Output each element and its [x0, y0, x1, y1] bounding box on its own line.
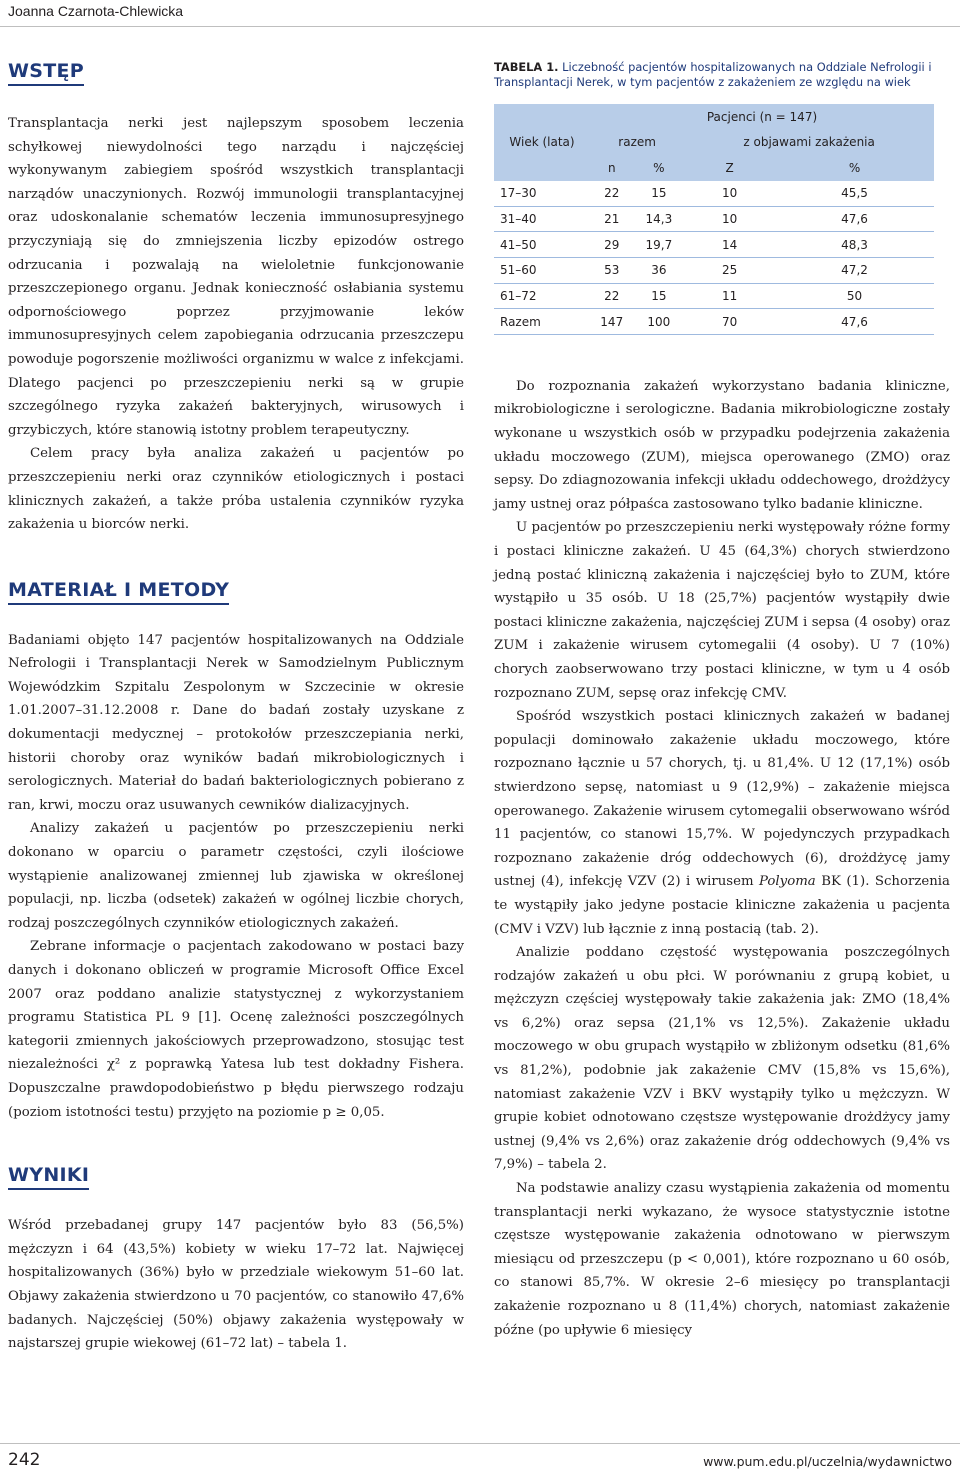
- table-row: [494, 283, 934, 309]
- cell-zpct: 48,3: [775, 232, 934, 258]
- metody-paragraph-1: Badaniami objęto 147 pacjentów hospitalizowanych na Oddziale Nefrologii i Transplantacji Nerek w Samodzielnym Publicznym Wojewódzkim Szpitalu Zespolonym w Szczecinie w okresie 1.01.2007–31.12.2008 r. Dane do badań zostały uzyskane z dokumentacji medycznej – protokołów przeszczepiania nerki, historii choroby oraz wyników badań mikrobiologicznych i serologicznych. Materiał do badań bakteriologicznych pobierano z ran, krwi, moczu oraz usuwanych cewników dializacyjnych.: [8, 632, 464, 813]
- wstep-paragraph-2: Celem pracy była analiza zakażeń u pacjentów po przeszczepieniu nerki oraz czynników etiologicznych i postaci klinicznych zakażeń, a także próba ustalenia czynników ryzyka zakażenia u biorców nerki.: [8, 446, 464, 533]
- cell-age: 31–40: [494, 206, 590, 232]
- cell-pct: 15: [634, 283, 685, 309]
- section-title-wyniki: WYNIKI: [8, 1164, 89, 1190]
- table-header-n: n: [590, 155, 634, 181]
- section-title-materialy: MATERIAŁ I METODY: [8, 579, 229, 605]
- table-header-age: Wiek (lata): [494, 104, 590, 181]
- table-header-pct: %: [634, 155, 685, 181]
- cell-z: 10: [684, 206, 775, 232]
- section-title-wstep: WSTĘP: [8, 60, 84, 86]
- cell-z: 25: [684, 258, 775, 284]
- cell-n: 21: [590, 206, 634, 232]
- table-label: TABELA 1.: [494, 60, 559, 74]
- patients-table: [494, 104, 934, 335]
- wstep-paragraph-1: Transplantacja nerki jest najlepszym sposobem leczenia schyłkowej niewydolności tego narządu i najczęściej wykonywanym zabiegiem spośród wszystkich transplantacji narządów unaczynionych. Rozwój immunologii transplantacyjnej oraz udoskonalanie schematów leczenia immunosupresyjnego przyczyniają się do zmniejszenia liczby epizodów ostrego odrzucania i pozwalają na wieloletnie funkcjonowanie przeszczepionego organu. Jednak konieczność osłabiania systemu odpornościowego poprzez przyjmowanie leków immunosupresyjnych celem zapobiegania odrzucania przeszczepu powoduje pogorszenie możliwości organizmu w walce z infekcjami. Dlatego pacjenci po przeszczepieniu nerki są w grupie szczególnego ryzyka zakażeń bakteryjnych, wirusowych i grzybiczych, które stanowią istotny problem terapeutyczny.: [8, 116, 464, 438]
- cell-n: 29: [590, 232, 634, 258]
- right-paragraph-4: Analizie poddano częstość występowania poszczególnych rodzajów zakażeń u obu płci. W porównaniu z grupą kobiet, u mężczyzn częściej występowały takie zakażenia jak: ZMO (18,4% vs 6,2%) oraz sepsa (21,1% vs 12,5%). Zakażenie układu moczowego w obu grupach wystąpiło w zbliżonym odsetku (81,6% vs 81,2%), podobnie jak zakażenie CMV (15,8% vs 15,6%), natomiast zakażenie VZV i BKV wystąpiły tylko u mężczyzn. W grupie kobiet odnotowano częstsze występowanie drożdżycy jamy ustnej (9,4% vs 2,6%) oraz zakażenie dróg oddechowych (9,4% vs 7,9%) – tabela 2.: [494, 945, 950, 1173]
- cell-n: 147: [590, 309, 634, 335]
- wyniki-paragraph-1: Wśród przebadanej grupy 147 pacjentów było 83 (56,5%) mężczyzn i 64 (43,5%) kobiety w wieku 17–72 lat. Najwięcej hospitalizowanych (36%) było w przedziale wiekowym 51–60 lat. Objawy zakażenia stwierdzono u 70 pacjentów, co stanowiło 47,6% badanych. Najczęściej (50%) objawy zakażenia występowały w najstarszej grupie wiekowej (61–72 lat) – tabela 1.: [8, 1218, 464, 1352]
- metody-paragraph-3: Zebrane informacje o pacjentach zakodowano w postaci bazy danych i dokonano obliczeń w programie Microsoft Office Excel 2007 oraz poddano analizie statystycznej z wykorzystaniem programu Statistica PL 9 [1]. Ocenę zależności poszczególnych kategorii zmiennych jakościowych przeprowadzono, stosując test niezależności χ² z poprawką Yatesa lub test dokładny Fishera. Dopuszczalne prawdopodobieństwo p błędu pierwszego rodzaju (poziom istotności testu) przyjęto na poziomie p ≥ 0,05.: [8, 939, 464, 1120]
- cell-z: 70: [684, 309, 775, 335]
- cell-n: 22: [590, 181, 634, 207]
- table-header-total: razem: [590, 130, 684, 156]
- table-header-patients: Pacjenci (n = 147): [590, 104, 934, 130]
- cell-z: 10: [684, 181, 775, 207]
- cell-zpct: 47,2: [775, 258, 934, 284]
- right-paragraph-1: Do rozpoznania zakażeń wykorzystano badania kliniczne, mikrobiologiczne i serologiczne. Badania mikrobiologiczne zostały wykonane u wszystkich osób w przypadku podejrzenia zakażenia układu moczowego (ZUM), miejsca operowanego (ZMO) oraz sepsy. Do zdiagnozowania infekcji układu oddechowego, drożdżycy jamy ustnej oraz półpaśca zastosowano tylko badanie kliniczne.: [494, 378, 950, 512]
- cell-age: 51–60: [494, 258, 590, 284]
- cell-zpct: 47,6: [775, 309, 934, 335]
- cell-n: 53: [590, 258, 634, 284]
- right-column: [494, 60, 950, 1342]
- running-header-author: Joanna Czarnota-Chlewicka: [8, 3, 184, 19]
- right-paragraph-3-italic: Polyoma: [759, 874, 816, 890]
- table-header-infected: z objawami zakażenia: [684, 130, 934, 156]
- right-paragraph-2: U pacjentów po przeszczepieniu nerki występowały różne formy i postaci kliniczne zakażeń. U 45 (64,3%) chorych stwierdzono jedną postać kliniczną zakażenia i najczęściej było to ZUM, które wystąpiło u 35 osób. U 18 (25,7%) pacjentów wystąpiły dwie postaci kliniczne zakażenia, najczęściej ZUM i sepsa (4 osoby) oraz ZUM i zakażenie wirusem cytomegalii (4 osoby). U 7 (10%) chorych zaobserwowano trzy postaci kliniczne, w tym u 4 osób rozpoznano ZUM, sepsę oraz infekcję CMV.: [494, 520, 950, 701]
- cell-pct: 19,7: [634, 232, 685, 258]
- cell-age: 17–30: [494, 181, 590, 207]
- table-caption: [494, 60, 950, 90]
- metody-paragraph-2: Analizy zakażeń u pacjentów po przeszczepieniu nerki dokonano w oparciu o parametr częstości, czyli ilościowe wystąpienie analizowanej zmiennej lub zjawiska w określonej populacji, np. liczba (odsetek) zakażeń w ogólnej liczbie chorych, rodzaj poszczególnych czynników etiologicznych zakażeń.: [8, 821, 464, 931]
- table-header-zpct: %: [775, 155, 934, 181]
- table-header-z: Z: [684, 155, 775, 181]
- cell-zpct: 50: [775, 283, 934, 309]
- right-paragraph-3-a: Spośród wszystkich postaci klinicznych zakażeń w badanej populacji dominowało zakażenie układu moczowego, które rozpoznano łącznie u 57 chorych, tj. u 81,4%. U 12 (17,1%) osób stwierdzono sepsę, natomiast u 9 (12,9%) – zakażenie miejsca operowanego. Zakażenie wirusem cytomegalii obserwowano wśród 11 pacjentów, co stanowi 15,7%. W pojedynczych przypadkach rozpoznano zakażenie dróg oddechowych (6), drożdżycę jamy ustnej (4), infekcję VZV (2) i wirusem: [494, 709, 950, 890]
- table-row: [494, 206, 934, 232]
- footer-divider: [0, 1443, 960, 1444]
- table-caption-text: Liczebność pacjentów hospitalizowanych na Oddziale Nefrologii i Transplantacji Nerek, w tym pacjentów z zakażeniem ze względu na wiek: [494, 60, 932, 89]
- cell-zpct: 47,6: [775, 206, 934, 232]
- header-divider: [0, 26, 960, 27]
- footer-website-link[interactable]: www.pum.edu.pl/uczelnia/wydawnictwo: [703, 1454, 952, 1469]
- right-paragraph-5: Na podstawie analizy czasu wystąpienia zakażenia od momentu transplantacji nerki wykazano, że wysoce statystycznie istotne częstsze występowanie zakażenia odnotowano w pierwszym miesiącu od przeszczepu (p < 0,001), które rozpoznano u 60 osób, co stanowi 85,7%. W okresie 2–6 miesięcy po transplantacji zakażenie rozpoznano u 8 (11,4%) chorych, natomiast zakażenie późne (po upływie 6 miesięcy: [494, 1181, 950, 1338]
- cell-age: 41–50: [494, 232, 590, 258]
- cell-pct: 100: [634, 309, 685, 335]
- left-column: [8, 60, 464, 1356]
- cell-n: 22: [590, 283, 634, 309]
- table-row-total: [494, 309, 934, 335]
- table-row: [494, 181, 934, 207]
- cell-age: Razem: [494, 309, 590, 335]
- right-paragraph-3: [494, 705, 950, 941]
- table-row: [494, 232, 934, 258]
- cell-pct: 36: [634, 258, 685, 284]
- cell-zpct: 45,5: [775, 181, 934, 207]
- cell-age: 61–72: [494, 283, 590, 309]
- cell-z: 14: [684, 232, 775, 258]
- page-number: 242: [8, 1450, 41, 1470]
- cell-pct: 14,3: [634, 206, 685, 232]
- right-paragraph-3-b: BK (1). Schorzenia te wystąpiły jako jedyne postacie kliniczne zakażenia u pacjenta (CMV i VZV) lub łącznie z inną postacią (tab. 2).: [494, 874, 950, 937]
- cell-pct: 15: [634, 181, 685, 207]
- table-row: [494, 258, 934, 284]
- cell-z: 11: [684, 283, 775, 309]
